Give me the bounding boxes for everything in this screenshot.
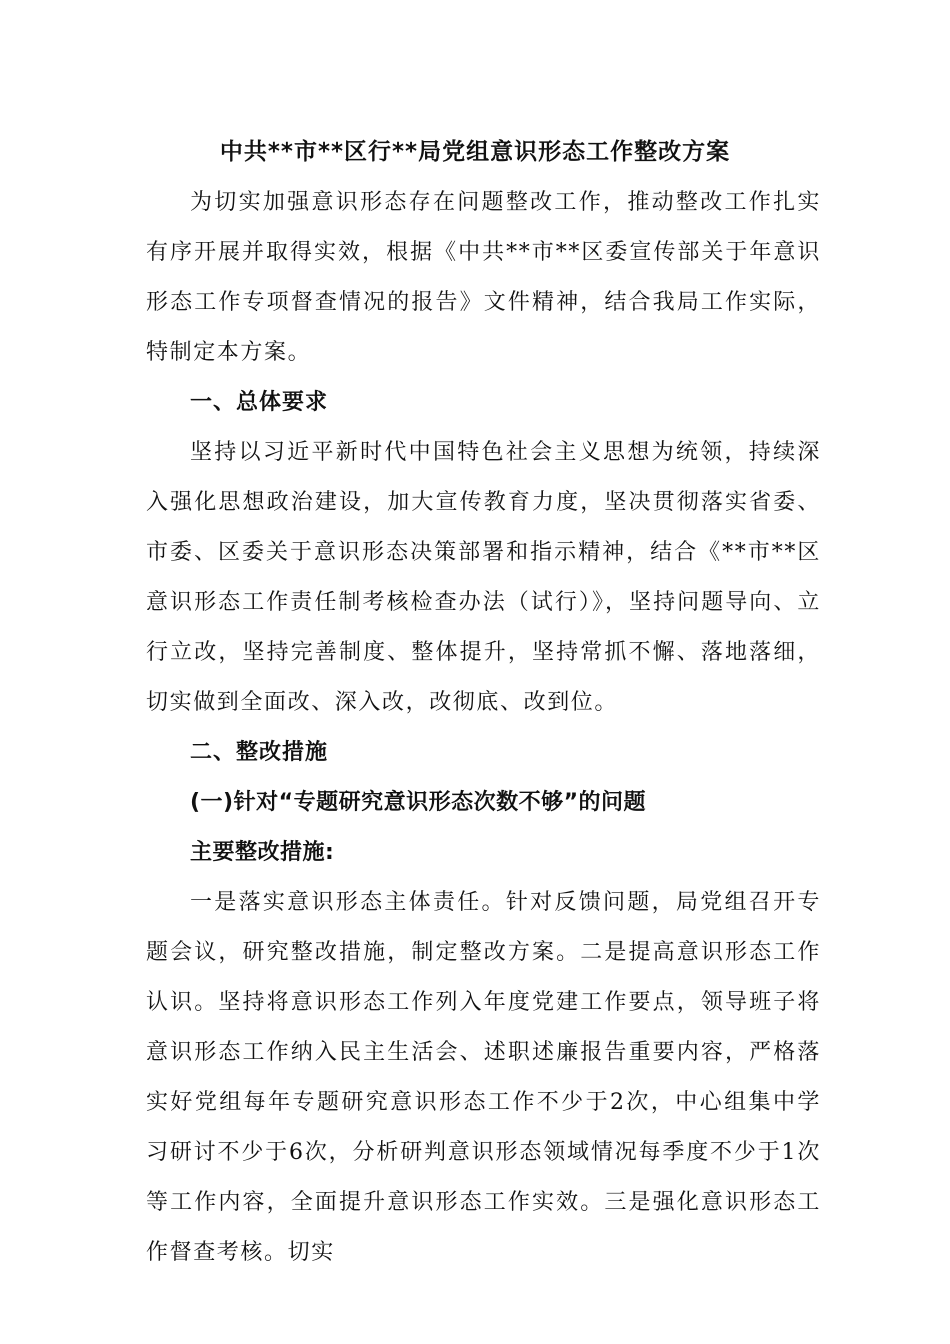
section-heading-rectification-measures: 二、整改措施 [190, 740, 329, 765]
general-requirements-paragraph: 坚持以习近平新时代中国特色社会主义思想为统领，持续深入强化思想政治建设，加大宣传教育力度，坚决贯彻落实省委、市委、区委关于意识形态决策部署和指示精神，结合《**市**区意识形态工作责任制考核检查办法（试行）》，坚持问题导向、立行立改，坚持完善制度、整体提升，坚持常抓不懈、落地落细，切实做到全面改、深入改，改彻底、改到位。 [146, 440, 821, 715]
measures-label: 主要整改措施: [190, 840, 335, 865]
intro-paragraph: 为切实加强意识形态存在问题整改工作，推动整改工作扎实有序开展并取得实效，根据《中共**市**区委宣传部关于年意识形态工作专项督查情况的报告》文件精神，结合我局工作实际，特制定本方案。 [146, 190, 821, 365]
document-body [146, 178, 821, 1278]
measures-paragraph: 一是落实意识形态主体责任。针对反馈问题，局党组召开专题会议，研究整改措施，制定整改方案。二是提高意识形态工作认识。坚持将意识形态工作列入年度党建工作要点，领导班子将意识形态工作纳入民主生活会、述职述廉报告重要内容，严格落实好党组每年专题研究意识形态工作不少于2次，中心组集中学习研讨不少于6次，分析研判意识形态领域情况每季度不少于1次等工作内容，全面提升意识形态工作实效。三是强化意识形态工作督查考核。切实 [146, 890, 821, 1265]
document-title: 中共**市**区行**局党组意识形态工作整改方案 [219, 139, 731, 165]
section-heading-general-requirements: 一、总体要求 [190, 390, 329, 415]
subsection-heading-issue-one: (一)针对“专题研究意识形态次数不够”的问题 [190, 790, 647, 815]
